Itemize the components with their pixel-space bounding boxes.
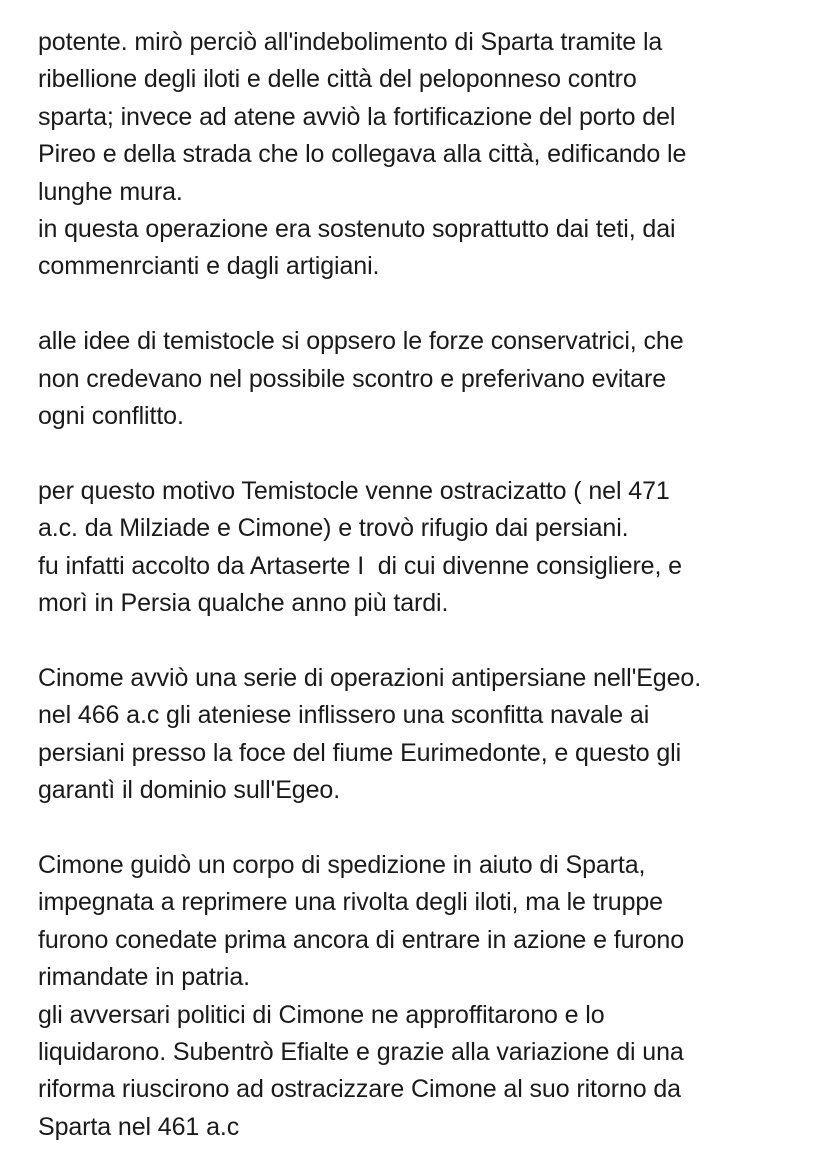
text-line: nel 466 a.c gli ateniese inflissero una sconfitta navale ai (38, 701, 650, 730)
paragraph-5 (38, 847, 808, 1146)
paragraph-4 (38, 660, 808, 810)
text-line: non credevano nel possibile scontro e preferivano evitare (38, 364, 667, 393)
note-body (38, 24, 808, 1146)
text-line: furono conedate prima ancora di entrare in azione e furono (38, 925, 685, 954)
paragraph-2 (38, 323, 808, 435)
text-line: sparta; invece ad atene avviò la fortificazione del porto del (38, 102, 676, 131)
text-line: a.c. da Milziade e Cimone) e trovò rifugio dai persiani. (38, 514, 629, 543)
text-line: impegnata a reprimere una rivolta degli iloti, ma le truppe (38, 888, 663, 917)
text-line: fu infatti accolto da Artaserte I di cui divenne consigliere, e (38, 551, 682, 580)
text-line: liquidarono. Subentrò Efialte e grazie alla variazione di una (38, 1037, 684, 1066)
paragraph-3 (38, 473, 808, 623)
text-line: Cinome avviò una serie di operazioni antipersiane nell'Egeo. (38, 663, 702, 692)
text-line: alle idee di temistocle si oppsero le forze conservatrici, che (38, 327, 684, 356)
text-line: gli avversari politici di Cimone ne approffitarono e lo (38, 1000, 605, 1029)
text-line: commenrcianti e dagli artigiani. (38, 252, 380, 281)
text-line: potente. mirò perciò all'indebolimento di Sparta tramite la (38, 28, 663, 56)
text-line: rimandate in patria. (38, 963, 251, 992)
text-line: garantì il dominio sull'Egeo. (38, 776, 341, 805)
text-line: persiani presso la foce del fiume Eurimedonte, e questo gli (38, 738, 682, 767)
paragraph-1 (38, 24, 808, 286)
text-line: Pireo e della strada che lo collegava alla città, edificando le (38, 140, 687, 169)
text-line: per questo motivo Temistocle venne ostracizatto ( nel 471 (38, 476, 670, 505)
text-line: Cimone guidò un corpo di spedizione in aiuto di Sparta, (38, 850, 646, 879)
text-line: riforma riuscirono ad ostracizzare Cimone al suo ritorno da (38, 1075, 681, 1104)
text-line: ogni conflitto. (38, 402, 184, 431)
text-line: in questa operazione era sostenuto soprattutto dai teti, dai (38, 215, 676, 244)
text-line: morì in Persia qualche anno più tardi. (38, 589, 449, 618)
text-line: ribellione degli iloti e delle città del peloponneso contro (38, 65, 637, 94)
text-line: Sparta nel 461 a.c (38, 1112, 240, 1141)
text-line: lunghe mura. (38, 177, 183, 206)
